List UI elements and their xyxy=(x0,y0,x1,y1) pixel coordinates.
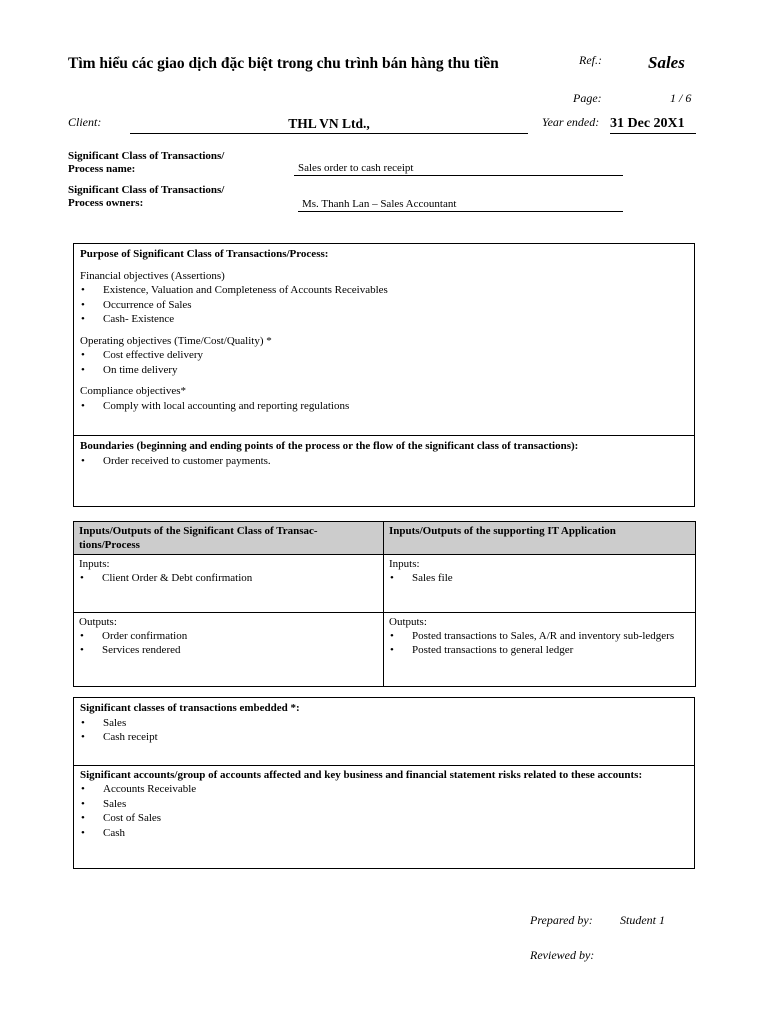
inputs-label: Inputs: xyxy=(79,558,110,570)
list-item: • Sales xyxy=(80,716,694,731)
ref-label: Ref.: xyxy=(579,53,602,67)
process-io-header: Inputs/Outputs of the Significant Class of Transac-tions/Process xyxy=(74,522,384,555)
page-label: Page: xyxy=(573,91,602,105)
inputs-label: Inputs: xyxy=(389,558,420,570)
list-item: • Existence, Valuation and Completeness of Accounts Receivables xyxy=(80,283,694,298)
list-item: • Comply with local accounting and reporting regulations xyxy=(80,399,694,414)
list-item: • Cost effective delivery xyxy=(80,348,694,363)
io-table-wrapper xyxy=(73,521,695,687)
list-item: • Cost of Sales xyxy=(80,811,694,826)
page-value: 1 / 6 xyxy=(670,91,692,105)
list-item: • Cash xyxy=(80,826,694,841)
table-row xyxy=(74,555,696,613)
transactions-box xyxy=(73,697,695,869)
document-title: Tìm hiểu các giao dịch đặc biệt trong chu trình bán hàng thu tiền xyxy=(68,55,499,72)
outputs-label: Outputs: xyxy=(389,616,427,628)
prepared-by-value: Student 1 xyxy=(620,913,665,927)
list-item: • Cash receipt xyxy=(80,730,694,745)
embedded-list xyxy=(80,716,694,745)
accounts-heading: Significant accounts/group of accounts affected and key business and financial statement risks related to these accounts: xyxy=(80,769,643,781)
accounts-section xyxy=(74,765,694,844)
ref-value: Sales xyxy=(648,53,685,72)
list-item: • Posted transactions to Sales, A/R and inventory sub-ledgers xyxy=(389,629,690,643)
list-item: • Client Order & Debt confirmation xyxy=(79,571,378,585)
outputs-label: Outputs: xyxy=(79,616,117,628)
list-item: • Order confirmation xyxy=(79,629,378,643)
operating-objectives-list xyxy=(80,348,694,377)
process-inputs-cell xyxy=(74,555,384,613)
purpose-box xyxy=(73,243,695,507)
embedded-section xyxy=(74,698,694,765)
list-item: • Order received to customer payments. xyxy=(80,454,694,469)
boundaries-list xyxy=(80,454,694,469)
list-item: • Services rendered xyxy=(79,643,378,657)
financial-objectives-title: Financial objectives (Assertions) xyxy=(80,269,225,282)
compliance-objectives-list xyxy=(80,399,694,414)
list-item: • Occurrence of Sales xyxy=(80,298,694,313)
list-item: • Accounts Receivable xyxy=(80,782,694,797)
it-io-header: Inputs/Outputs of the supporting IT Application xyxy=(384,522,696,555)
table-row xyxy=(74,613,696,687)
process-owner-value: Ms. Thanh Lan – Sales Accountant xyxy=(298,198,623,212)
boundaries-heading: Boundaries (beginning and ending points of the process or the flow of the significant class of transactions): xyxy=(80,440,579,452)
financial-objectives-list xyxy=(80,283,694,327)
prepared-by-label: Prepared by: xyxy=(530,913,593,927)
list-item: • Cash- Existence xyxy=(80,312,694,327)
operating-objectives-title: Operating objectives (Time/Cost/Quality) * xyxy=(80,334,272,347)
list-item: • Sales file xyxy=(389,571,690,585)
year-ended-label: Year ended: xyxy=(542,115,600,129)
client-value: THL VN Ltd., xyxy=(130,116,528,134)
table-header-row xyxy=(74,522,696,555)
it-outputs-cell xyxy=(384,613,696,687)
compliance-objectives-title: Compliance objectives* xyxy=(80,385,186,397)
list-item: • Posted transactions to general ledger xyxy=(389,643,690,657)
it-inputs-cell xyxy=(384,555,696,613)
purpose-heading: Purpose of Significant Class of Transactions/Process: xyxy=(80,248,329,260)
list-item: • On time delivery xyxy=(80,363,694,378)
reviewed-by-label: Reviewed by: xyxy=(530,948,595,962)
year-ended-value: 31 Dec 20X1 xyxy=(610,116,696,134)
boundaries-section xyxy=(74,435,694,472)
accounts-list xyxy=(80,782,694,840)
list-item: • Sales xyxy=(80,797,694,812)
process-owner-label: Significant Class of Transactions/ Process owners: xyxy=(68,184,225,209)
process-outputs-cell xyxy=(74,613,384,687)
embedded-heading: Significant classes of transactions embedded *: xyxy=(80,702,300,714)
client-label: Client: xyxy=(68,115,102,129)
process-name-value: Sales order to cash receipt xyxy=(294,162,623,176)
io-table xyxy=(73,521,696,687)
process-name-label: Significant Class of Transactions/ Process name: xyxy=(68,150,225,175)
purpose-section xyxy=(74,244,694,435)
